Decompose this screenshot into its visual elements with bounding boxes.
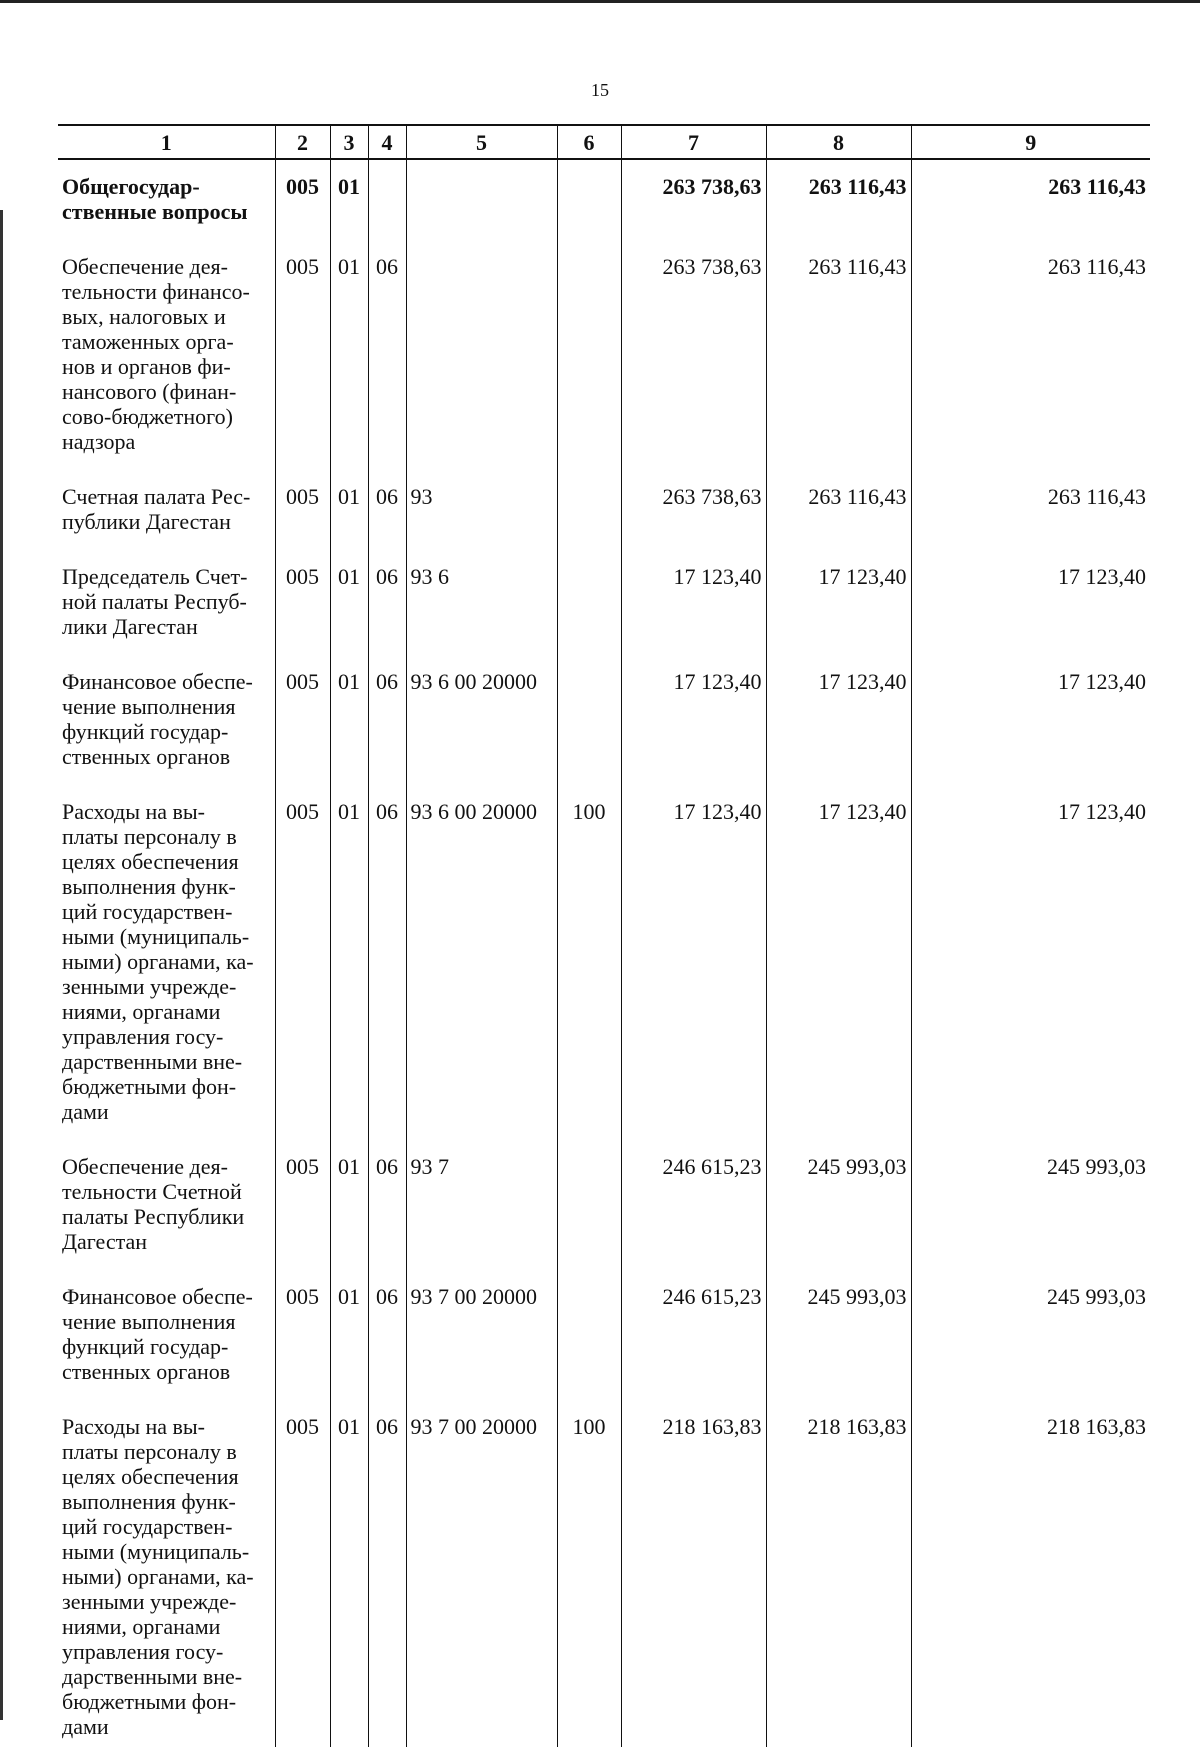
row-name-cell: Расходы на вы- платы персоналу в целях обеспечения выполнения функ- ций государствен- ными (муниципаль- ными) органами, ка- зенными учрежде- ниями, органами управления госу- дарственными вне- бюджетными фон- дами [62,799,254,1124]
row-subsection-cell [368,159,406,240]
row-amount-col7-cell: 246 615,23 [621,1140,766,1270]
row-amount-col9-cell: 17 123,40 [911,550,1150,655]
row-amount-col9-cell: 263 116,43 [911,470,1150,550]
table-row [58,159,1150,240]
row-name-cell: Обеспечение дея- тельности Счетной палаты Республики Дагестан [62,1154,245,1254]
row-section-cell: 01 [330,159,368,240]
row-name-cell: Общегосудар- ственные вопросы [62,174,248,224]
header-col-2: 2 [275,125,330,159]
table-row [58,470,1150,550]
row-code-cell: 005 [275,550,330,655]
header-col-5: 5 [406,125,557,159]
row-amount-col8-cell: 17 123,40 [766,655,911,785]
row-target-item-cell: 93 7 00 20000 [406,1400,557,1747]
row-amount-col7-cell: 17 123,40 [621,655,766,785]
row-name-cell: Расходы на вы- платы персоналу в целях обеспечения выполнения функ- ций государствен- ными (муниципаль- ными) органами, ка- зенными учрежде- ниями, органами управления госу- дарственными вне- бюджетными фон- дами [62,1414,254,1739]
page-left-border [0,210,3,1720]
row-expense-type-cell: 100 [557,1400,621,1747]
row-expense-type-cell [557,159,621,240]
row-code-cell: 005 [275,1270,330,1400]
row-amount-col8-cell: 17 123,40 [766,550,911,655]
row-amount-col9-cell: 17 123,40 [911,655,1150,785]
row-amount-col9-cell: 263 116,43 [911,159,1150,240]
header-col-1: 1 [58,125,275,159]
row-expense-type-cell [557,1270,621,1400]
row-subsection-cell: 06 [368,655,406,785]
page-top-border [0,0,1200,3]
row-amount-col8-cell: 263 116,43 [766,470,911,550]
header-row [58,125,1150,159]
row-code-cell: 005 [275,785,330,1140]
header-col-8: 8 [766,125,911,159]
row-expense-type-cell [557,655,621,785]
row-name-cell: Председатель Счет- ной палаты Респуб- лики Дагестан [62,564,248,639]
row-section-cell: 01 [330,240,368,470]
row-subsection-cell: 06 [368,550,406,655]
table-row [58,1400,1150,1747]
budget-table [58,124,1150,1747]
row-amount-col8-cell: 245 993,03 [766,1140,911,1270]
row-expense-type-cell [557,1140,621,1270]
row-section-cell: 01 [330,1270,368,1400]
header-col-4: 4 [368,125,406,159]
row-amount-col9-cell: 245 993,03 [911,1140,1150,1270]
row-expense-type-cell [557,240,621,470]
row-code-cell: 005 [275,240,330,470]
header-col-3: 3 [330,125,368,159]
row-amount-col7-cell: 263 738,63 [621,470,766,550]
row-amount-col7-cell: 263 738,63 [621,240,766,470]
table-body [58,159,1150,1747]
header-col-6: 6 [557,125,621,159]
table-row [58,1270,1150,1400]
row-section-cell: 01 [330,470,368,550]
table-row [58,550,1150,655]
row-amount-col7-cell: 218 163,83 [621,1400,766,1747]
row-expense-type-cell [557,550,621,655]
row-target-item-cell: 93 7 00 20000 [406,1270,557,1400]
row-target-item-cell: 93 7 [406,1140,557,1270]
row-amount-col8-cell: 245 993,03 [766,1270,911,1400]
row-subsection-cell: 06 [368,1140,406,1270]
row-amount-col9-cell: 218 163,83 [911,1400,1150,1747]
table-row [58,785,1150,1140]
row-section-cell: 01 [330,655,368,785]
row-target-item-cell: 93 6 00 20000 [406,785,557,1140]
row-code-cell: 005 [275,1400,330,1747]
row-code-cell: 005 [275,470,330,550]
row-target-item-cell [406,159,557,240]
row-amount-col8-cell: 17 123,40 [766,785,911,1140]
row-target-item-cell: 93 6 [406,550,557,655]
row-amount-col7-cell: 246 615,23 [621,1270,766,1400]
row-name-cell: Счетная палата Рес- публики Дагестан [62,484,251,534]
row-amount-col7-cell: 17 123,40 [621,550,766,655]
row-subsection-cell: 06 [368,785,406,1140]
row-amount-col9-cell: 263 116,43 [911,240,1150,470]
row-code-cell: 005 [275,655,330,785]
row-name-cell: Финансовое обеспе- чение выполнения функций государ- ственных органов [62,669,253,769]
row-amount-col8-cell: 263 116,43 [766,240,911,470]
row-subsection-cell: 06 [368,240,406,470]
row-amount-col7-cell: 263 738,63 [621,159,766,240]
row-section-cell: 01 [330,1140,368,1270]
row-amount-col9-cell: 245 993,03 [911,1270,1150,1400]
header-col-9: 9 [911,125,1150,159]
row-subsection-cell: 06 [368,470,406,550]
row-subsection-cell: 06 [368,1400,406,1747]
row-code-cell: 005 [275,159,330,240]
row-section-cell: 01 [330,550,368,655]
row-subsection-cell: 06 [368,1270,406,1400]
row-name-cell: Обеспечение дея- тельности финансо- вых, налоговых и таможенных орга- нов и органов фи- нансового (финан- сово-бюджетного) надзора [62,254,250,454]
row-expense-type-cell [557,470,621,550]
header-col-7: 7 [621,125,766,159]
page-number: 15 [591,80,609,100]
row-section-cell: 01 [330,785,368,1140]
row-section-cell: 01 [330,1400,368,1747]
row-amount-col7-cell: 17 123,40 [621,785,766,1140]
table-row [58,1140,1150,1270]
row-target-item-cell: 93 [406,470,557,550]
table-row [58,655,1150,785]
table-row [58,240,1150,470]
row-code-cell: 005 [275,1140,330,1270]
row-expense-type-cell: 100 [557,785,621,1140]
row-amount-col8-cell: 218 163,83 [766,1400,911,1747]
row-amount-col8-cell: 263 116,43 [766,159,911,240]
row-target-item-cell [406,240,557,470]
row-amount-col9-cell: 17 123,40 [911,785,1150,1140]
row-target-item-cell: 93 6 00 20000 [406,655,557,785]
row-name-cell: Финансовое обеспе- чение выполнения функций государ- ственных органов [62,1284,253,1384]
